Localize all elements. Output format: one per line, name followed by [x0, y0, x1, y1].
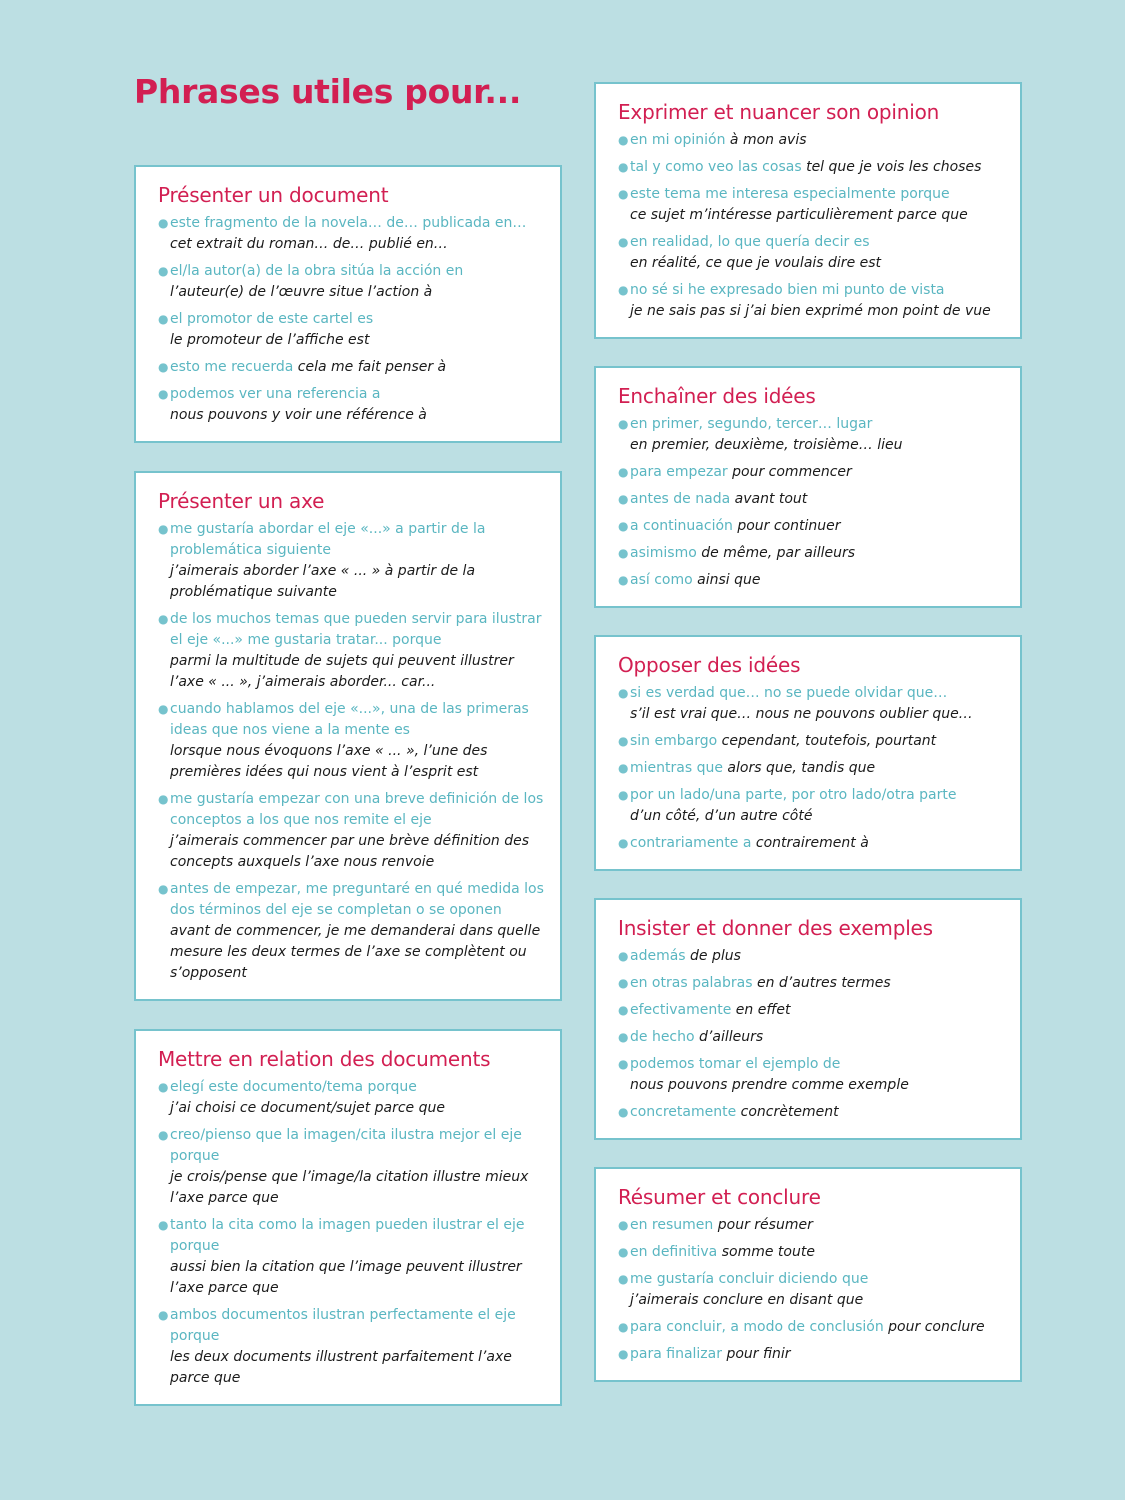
phrase-list [618, 683, 1006, 854]
phrase-list [158, 213, 546, 426]
phrase-item [158, 699, 546, 783]
phrase-item [158, 384, 546, 426]
phrase-item [158, 519, 546, 603]
bullet-icon: ● [618, 1245, 629, 1259]
french-translation: cela me fait penser à [297, 359, 447, 375]
french-translation: d’ailleurs [699, 1029, 764, 1045]
french-translation: alors que, tandis que [727, 760, 876, 776]
french-translation: de plus [690, 948, 741, 964]
bullet-icon: ● [618, 546, 629, 560]
french-translation: concrètement [740, 1104, 839, 1120]
spanish-phrase: así como [630, 572, 693, 588]
phrase-item [618, 184, 1006, 226]
spanish-phrase: además [630, 948, 686, 964]
bullet-icon: ● [158, 264, 169, 278]
right-column [594, 82, 1022, 1409]
section-exprimer-et-nuancer-son-opinion [594, 82, 1022, 339]
french-translation: s’il est vrai que… nous ne pouvons oublier que… [630, 706, 973, 722]
bullet-icon: ● [158, 882, 169, 896]
bullet-icon: ● [158, 387, 169, 401]
section-title: Présenter un document [158, 183, 389, 207]
french-translation: cet extrait du roman… de… publié en… [170, 236, 448, 252]
french-translation: l’auteur(e) de l’œuvre situe l’action à [170, 284, 433, 300]
french-translation: je crois/pense que l’image/la citation illustre mieux l’axe parce que [170, 1169, 529, 1206]
french-translation: en d’autres termes [756, 975, 891, 991]
phrase-item [618, 1344, 1006, 1365]
spanish-phrase: me gustaría concluir diciendo que [630, 1271, 869, 1287]
french-translation: ce sujet m’intéresse particulièrement parce que [630, 207, 968, 223]
bullet-icon: ● [618, 187, 629, 201]
spanish-phrase: de los muchos temas que pueden servir para ilustrar el eje «...» me gustaria tratar... porque [170, 611, 542, 648]
spanish-phrase: ambos documentos ilustran perfectamente el eje porque [170, 1307, 516, 1344]
french-translation: j’aimerais aborder l’axe « ... » à partir de la problématique suivante [170, 563, 476, 600]
french-translation: j’aimerais commencer par une brève définition des concepts auxquels l’axe nous renvoie [170, 833, 530, 870]
french-translation: en effet [735, 1002, 791, 1018]
section-resumer-et-conclure [594, 1167, 1022, 1382]
bullet-icon: ● [618, 1057, 629, 1071]
spanish-phrase: cuando hablamos del eje «...», una de las primeras ideas que nos viene a la mente es [170, 701, 529, 738]
phrase-item [618, 516, 1006, 537]
phrase-item [618, 157, 1006, 178]
bullet-icon: ● [618, 160, 629, 174]
phrase-item [618, 973, 1006, 994]
spanish-phrase: tal y como veo las cosas [630, 159, 802, 175]
spanish-phrase: este tema me interesa especialmente porque [630, 186, 950, 202]
bullet-icon: ● [618, 283, 629, 297]
french-translation: lorsque nous évoquons l’axe « ... », l’une des premières idées qui nous vient à l’esprit est [170, 743, 488, 780]
spanish-phrase: en realidad, lo que quería decir es [630, 234, 870, 250]
spanish-phrase: me gustaría empezar con una breve definición de los conceptos a los que nos remite el eje [170, 791, 544, 828]
phrase-item [618, 232, 1006, 274]
french-translation: j’aimerais conclure en disant que [630, 1292, 864, 1308]
spanish-phrase: por un lado/una parte, por otro lado/otra parte [630, 787, 957, 803]
spanish-phrase: este fragmento de la novela… de… publicada en… [170, 215, 527, 231]
bullet-icon: ● [618, 133, 629, 147]
phrase-item [618, 1317, 1006, 1338]
bullet-icon: ● [618, 949, 629, 963]
phrase-item [618, 758, 1006, 779]
spanish-phrase: a continuación [630, 518, 733, 534]
french-translation: cependant, toutefois, pourtant [721, 733, 937, 749]
spanish-phrase: podemos tomar el ejemplo de [630, 1056, 841, 1072]
spanish-phrase: en resumen [630, 1217, 714, 1233]
section-enchainer-des-idees [594, 366, 1022, 608]
bullet-icon: ● [618, 1218, 629, 1232]
spanish-phrase: concretamente [630, 1104, 737, 1120]
french-translation: à mon avis [729, 132, 807, 148]
french-translation: aussi bien la citation que l’image peuvent illustrer l’axe parce que [170, 1259, 522, 1296]
spanish-phrase: no sé si he expresado bien mi punto de vista [630, 282, 945, 298]
bullet-icon: ● [618, 788, 629, 802]
spanish-phrase: sin embargo [630, 733, 718, 749]
phrase-item [158, 879, 546, 984]
bullet-icon: ● [618, 761, 629, 775]
french-translation: pour finir [726, 1346, 791, 1362]
spanish-phrase: el/la autor(a) de la obra sitúa la acción en [170, 263, 464, 279]
phrase-item [618, 946, 1006, 967]
bullet-icon: ● [618, 836, 629, 850]
bullet-icon: ● [618, 235, 629, 249]
phrase-list [618, 946, 1006, 1123]
french-translation: pour commencer [732, 464, 852, 480]
section-title: Opposer des idées [618, 653, 801, 677]
section-title: Exprimer et nuancer son opinion [618, 100, 940, 124]
phrase-item [158, 1125, 546, 1209]
french-translation: ainsi que [697, 572, 761, 588]
french-translation: je ne sais pas si j’ai bien exprimé mon point de vue [630, 303, 991, 319]
bullet-icon: ● [618, 1347, 629, 1361]
spanish-phrase: en definitiva [630, 1244, 718, 1260]
french-translation: en réalité, ce que je voulais dire est [630, 255, 882, 271]
phrase-item [618, 1102, 1006, 1123]
spanish-phrase: para empezar [630, 464, 728, 480]
phrase-item [158, 1077, 546, 1119]
spanish-phrase: me gustaría abordar el eje «...» a partir de la problemática siguiente [170, 521, 486, 558]
phrase-item [158, 309, 546, 351]
french-translation: les deux documents illustrent parfaitement l’axe parce que [170, 1349, 512, 1386]
phrase-item [618, 462, 1006, 483]
phrase-list [618, 414, 1006, 591]
phrase-item [618, 489, 1006, 510]
bullet-icon: ● [618, 492, 629, 506]
section-title: Mettre en relation des documents [158, 1047, 491, 1071]
phrase-item [158, 789, 546, 873]
spanish-phrase: antes de nada [630, 491, 731, 507]
french-translation: nous pouvons y voir une référence à [170, 407, 427, 423]
page-title: Phrases utiles pour... [134, 72, 522, 111]
phrase-item [618, 785, 1006, 827]
french-translation: pour continuer [737, 518, 841, 534]
french-translation: somme toute [721, 1244, 815, 1260]
french-translation: pour conclure [888, 1319, 985, 1335]
phrase-item [618, 1242, 1006, 1263]
phrase-item [158, 261, 546, 303]
left-column [134, 165, 562, 1434]
bullet-icon: ● [618, 519, 629, 533]
section-presenter-un-axe [134, 471, 562, 1001]
phrase-item [618, 833, 1006, 854]
french-translation: parmi la multitude de sujets qui peuvent illustrer l’axe « ... », j’aimerais aborder... car... [170, 653, 514, 690]
bullet-icon: ● [158, 312, 169, 326]
spanish-phrase: asimismo [630, 545, 697, 561]
spanish-phrase: de hecho [630, 1029, 695, 1045]
phrase-item [618, 1215, 1006, 1236]
french-translation: j’ai choisi ce document/sujet parce que [170, 1100, 445, 1116]
bullet-icon: ● [158, 1308, 169, 1322]
phrase-list [158, 1077, 546, 1389]
bullet-icon: ● [158, 1080, 169, 1094]
french-translation: en premier, deuxième, troisième… lieu [630, 437, 903, 453]
bullet-icon: ● [618, 1320, 629, 1334]
spanish-phrase: si es verdad que… no se puede olvidar que… [630, 685, 948, 701]
spanish-phrase: contrariamente a [630, 835, 752, 851]
bullet-icon: ● [618, 734, 629, 748]
bullet-icon: ● [618, 1003, 629, 1017]
spanish-phrase: en otras palabras [630, 975, 753, 991]
french-translation: tel que je vois les choses [806, 159, 982, 175]
bullet-icon: ● [618, 465, 629, 479]
spanish-phrase: para finalizar [630, 1346, 722, 1362]
bullet-icon: ● [158, 702, 169, 716]
section-title: Résumer et conclure [618, 1185, 821, 1209]
phrase-item [618, 1000, 1006, 1021]
bullet-icon: ● [158, 1128, 169, 1142]
phrase-list [618, 1215, 1006, 1365]
bullet-icon: ● [618, 976, 629, 990]
phrase-item [618, 280, 1006, 322]
bullet-icon: ● [158, 360, 169, 374]
spanish-phrase: antes de empezar, me preguntaré en qué medida los dos términos del eje se completan o se oponen [170, 881, 544, 918]
phrase-list [158, 519, 546, 984]
section-opposer-des-idees [594, 635, 1022, 871]
phrase-item [158, 357, 546, 378]
french-translation: pour résumer [717, 1217, 813, 1233]
spanish-phrase: esto me recuerda [170, 359, 294, 375]
french-translation: de même, par ailleurs [701, 545, 856, 561]
spanish-phrase: para concluir, a modo de conclusión [630, 1319, 884, 1335]
phrase-item [618, 1269, 1006, 1311]
bullet-icon: ● [158, 216, 169, 230]
section-title: Présenter un axe [158, 489, 325, 513]
section-title: Insister et donner des exemples [618, 916, 933, 940]
spanish-phrase: elegí este documento/tema porque [170, 1079, 417, 1095]
spanish-phrase: creo/pienso que la imagen/cita ilustra mejor el eje porque [170, 1127, 522, 1164]
bullet-icon: ● [158, 612, 169, 626]
spanish-phrase: el promotor de este cartel es [170, 311, 374, 327]
phrase-item [618, 731, 1006, 752]
french-translation: le promoteur de l’affiche est [170, 332, 370, 348]
phrase-item [158, 1215, 546, 1299]
section-presenter-un-document [134, 165, 562, 443]
phrase-item [618, 543, 1006, 564]
bullet-icon: ● [158, 1218, 169, 1232]
phrase-item [618, 130, 1006, 151]
phrase-item [618, 570, 1006, 591]
phrase-item [158, 213, 546, 255]
phrase-item [618, 1027, 1006, 1048]
bullet-icon: ● [618, 1030, 629, 1044]
section-title: Enchaîner des idées [618, 384, 816, 408]
french-translation: avant de commencer, je me demanderai dans quelle mesure les deux termes de l’axe se complètent ou s’opposent [170, 923, 541, 981]
french-translation: d’un côté, d’un autre côté [630, 808, 813, 824]
bullet-icon: ● [158, 522, 169, 536]
bullet-icon: ● [158, 792, 169, 806]
bullet-icon: ● [618, 1272, 629, 1286]
phrase-item [158, 609, 546, 693]
french-translation: contrairement à [755, 835, 869, 851]
phrase-item [618, 414, 1006, 456]
spanish-phrase: mientras que [630, 760, 723, 776]
spanish-phrase: efectivamente [630, 1002, 732, 1018]
phrase-item [618, 1054, 1006, 1096]
phrase-item [618, 683, 1006, 725]
spanish-phrase: podemos ver una referencia a [170, 386, 381, 402]
spanish-phrase: tanto la cita como la imagen pueden ilustrar el eje porque [170, 1217, 525, 1254]
spanish-phrase: en mi opinión [630, 132, 726, 148]
phrase-list [618, 130, 1006, 322]
phrase-item [158, 1305, 546, 1389]
section-insister-et-donner-des-exemples [594, 898, 1022, 1140]
bullet-icon: ● [618, 1105, 629, 1119]
spanish-phrase: en primer, segundo, tercer… lugar [630, 416, 873, 432]
french-translation: avant tout [734, 491, 808, 507]
french-translation: nous pouvons prendre comme exemple [630, 1077, 909, 1093]
bullet-icon: ● [618, 417, 629, 431]
bullet-icon: ● [618, 686, 629, 700]
bullet-icon: ● [618, 573, 629, 587]
section-mettre-en-relation-des-documents [134, 1029, 562, 1406]
